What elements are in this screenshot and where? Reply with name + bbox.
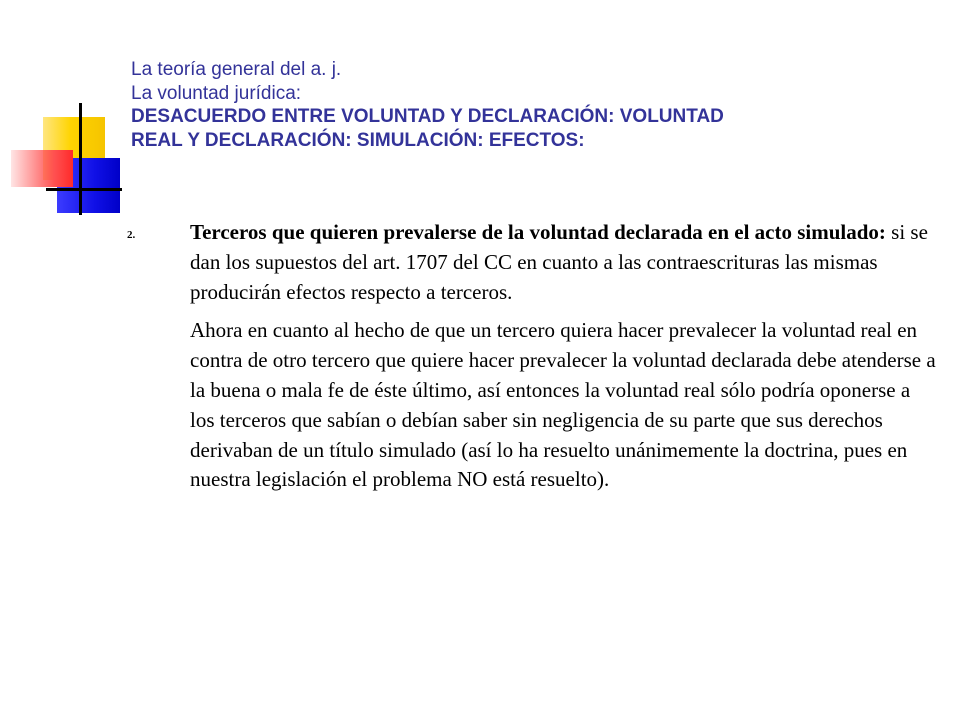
paragraph-1	[190, 218, 937, 307]
paragraph-2: Ahora en cuanto al hecho de que un tercero quiera hacer prevalecer la voluntad real en contra de otro tercero que quiere hacer prevalecer la voluntad declarada debe atenderse a la buena o mala fe de éste último, así entonces la voluntad real sólo podría oponerse a los terceros que sabían o debían saber sin negligencia de su parte que sus derechos derivaban de un título simulado (así lo ha resuelto unánimemente la doctrina, pues en nuestra legislación el problema NO está resuelto).	[190, 318, 936, 492]
title-line-3: DESACUERDO ENTRE VOLUNTAD Y DECLARACIÓN: VOLUNTAD	[131, 106, 724, 127]
paragraph-1-heading: Terceros que quieren prevalerse de la voluntad declarada en el acto simulado:	[190, 220, 886, 244]
list-item	[127, 218, 937, 495]
logo-vertical-line	[79, 103, 82, 215]
slide-body	[127, 218, 937, 495]
title-line-4: REAL Y DECLARACIÓN: SIMULACIÓN: EFECTOS:	[131, 129, 585, 151]
paragraph-1-text: si se dan los supuestos del art. 1707 del CC en cuanto a las contraescrituras las mismas producirán efectos respecto a terceros.	[190, 220, 928, 304]
title-line-1: La teoría general del a. j.	[131, 59, 342, 80]
slide-title	[131, 58, 931, 152]
logo-red-bar	[11, 150, 73, 187]
title-line-2: La voluntad jurídica:	[131, 82, 302, 104]
logo-horizontal-line	[46, 188, 122, 191]
bullet-number: 2.	[127, 229, 136, 241]
